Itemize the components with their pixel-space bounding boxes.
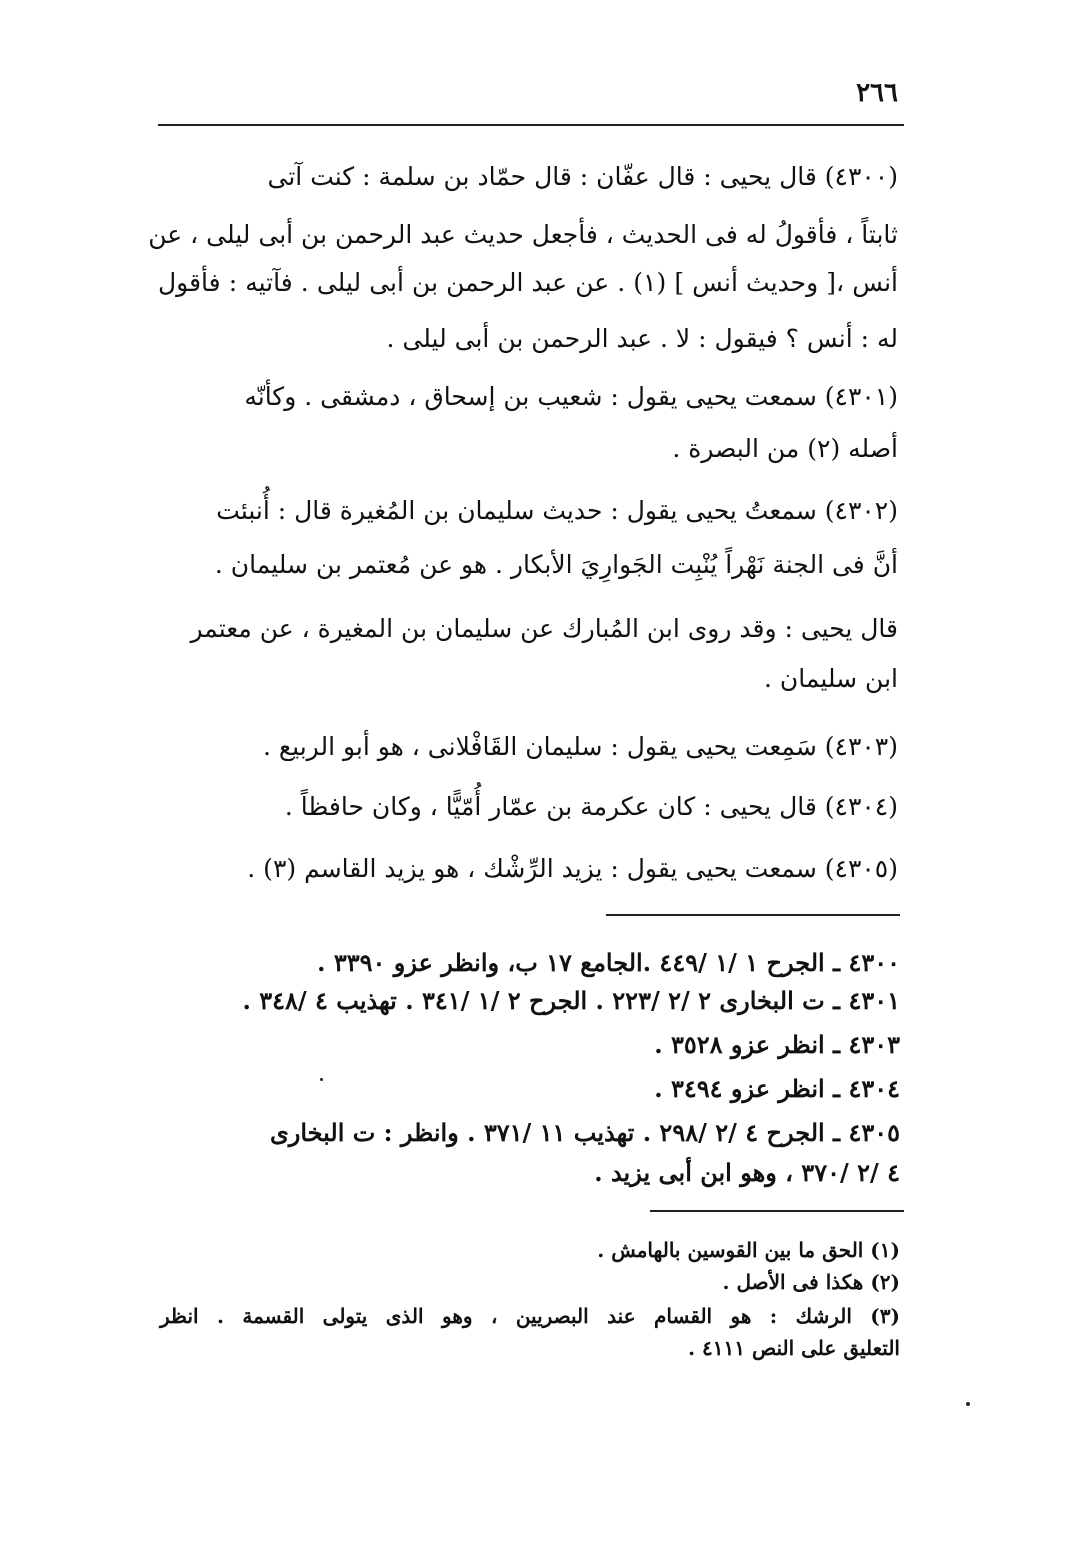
reference-4304: ٤٣٠٤ ـ انظر عزو ٣٤٩٤ . [654,1074,900,1103]
entry-4304: (٤٣٠٤) قال يحيى : كان عكرمة بن عمّار أُمّيًّا ، وكان حافظاً . [284,792,898,821]
entry-4300-line-1: (٤٣٠٠) قال يحيى : قال عفّان : قال حمّاد بن سلمة : كنت آتى [267,162,898,191]
footnotes-rule [650,1210,904,1212]
entry-4302-line-2: أنَّ فى الجنة نَهْراً يُنْبِت الجَوارِيَ الأبكار . هو عن مُعتمر بن سليمان . [214,550,898,579]
entry-4305: (٤٣٠٥) سمعت يحيى يقول : يزيد الرِّشْك ، هو يزيد القاسم (٣) . [247,854,898,883]
footnote-3-line-2: التعليق على النص ٤١١١ . [688,1336,900,1360]
entry-4300-line-4: له : أنس ؟ فيقول : لا . عبد الرحمن بن أبى ليلى . [386,324,898,353]
yahya-comment-line-2: ابن سليمان . [764,664,898,693]
entry-4300-line-2: ثابتاً ، فأقولُ له فى الحديث ، فأجعل حديث عبد الرحمن بن أبى ليلى ، عن [148,220,898,249]
reference-4301: ٤٣٠١ ـ ت البخارى ٢ /٢ /٢٢٣ . الجرح ٢ /١ /٣٤١ . تهذيب ٤ /٣٤٨ . [242,986,900,1015]
footnote-2: (٢) هكذا فى الأصل . [722,1270,900,1294]
entry-4301-line-1: (٤٣٠١) سمعت يحيى يقول : شعيب بن إسحاق ، دمشقى . وكأنّه [244,382,898,411]
footnote-3-line-1: (٣) الرشك : هو القسام عند البصريين ، وهو الذى يتولى القسمة . انظر [160,1304,900,1328]
references-rule [606,914,900,916]
ink-speck [320,1078,323,1081]
yahya-comment-line-1: قال يحيى : وقد روى ابن المُبارك عن سليمان بن المغيرة ، عن معتمر [190,614,898,643]
entry-4303: (٤٣٠٣) سَمِعت يحيى يقول : سليمان القَافْلانى ، هو أبو الربيع . [262,732,898,761]
reference-4300: ٤٣٠٠ ـ الجرح ١ /١ /٤٤٩ .الجامع ١٧ ب، وانظر عزو ٣٣٩٠ . [317,948,900,977]
entry-4300-line-3: أنس ،[ وحديث أنس ] (١) . عن عبد الرحمن بن أبى ليلى . فآتيه : فأقول [158,268,898,297]
ink-speck [966,1402,970,1406]
header-rule [158,124,904,126]
reference-4305-line-1: ٤٣٠٥ ـ الجرح ٤ /٢ /٢٩٨ . تهذيب ١١ /٣٧١ . وانظر : ت البخارى [269,1118,900,1147]
reference-4303: ٤٣٠٣ ـ انظر عزو ٣٥٢٨ . [654,1030,900,1059]
entry-4302-line-1: (٤٣٠٢) سمعتُ يحيى يقول : حديث سليمان بن المُغيرة قال : أُنبئت [216,496,898,525]
reference-4305-line-2: ٤ /٢ /٣٧٠ ، وهو ابن أبى يزيد . [594,1158,900,1187]
footnote-1: (١) الحق ما بين القوسين بالهامش . [597,1238,900,1262]
page-number: ٢٦٦ [856,78,898,108]
entry-4301-line-2: أصله (٢) من البصرة . [672,434,898,463]
